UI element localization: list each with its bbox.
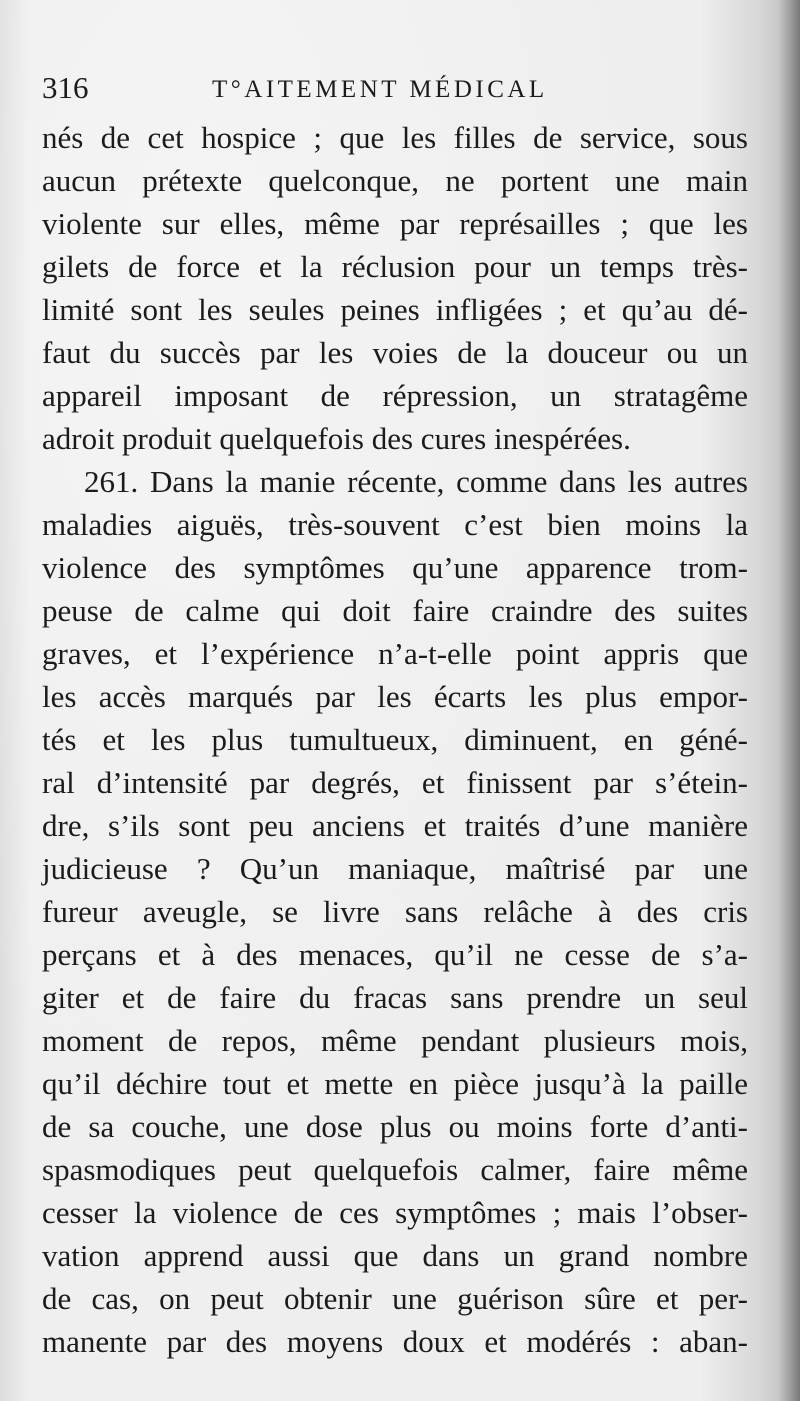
text-line: appareil imposant de répression, un stratagême [42, 378, 748, 413]
text-line: judicieuse ? Qu’un maniaque, maîtrisé par une [42, 851, 748, 886]
text-line: qu’il déchire tout et mette en pièce jusqu’à la paille [42, 1066, 748, 1101]
text-line: adroit produit quelquefois des cures inespérées. [42, 421, 631, 456]
text-line: manente par des moyens doux et modérés : aban- [42, 1324, 748, 1359]
text-line: tés et les plus tumultueux, diminuent, en géné- [42, 722, 748, 757]
text-line: dre, s’ils sont peu anciens et traités d’une manière [42, 808, 748, 843]
text-line: violente sur elles, même par représailles ; que les [42, 206, 748, 241]
text-line: ral d’intensité par degrés, et finissent par s’étein- [42, 765, 748, 800]
text-line: perçans et à des menaces, qu’il ne cesse de s’a- [42, 937, 748, 972]
text-line: vation apprend aussi que dans un grand nombre [42, 1238, 748, 1273]
text-line: les accès marqués par les écarts les plus empor- [42, 679, 748, 714]
text-line: gilets de force et la réclusion pour un temps très- [42, 249, 748, 284]
page-number: 316 [42, 70, 89, 105]
text-line: giter et de faire du fracas sans prendre un seul [42, 980, 748, 1015]
paragraph-start-line: 261. Dans la manie récente, comme dans les autres [84, 464, 748, 499]
text-line: graves, et l’expérience n’a-t-elle point appris que [42, 636, 748, 671]
text-line: fureur aveugle, se livre sans relâche à des cris [42, 894, 748, 929]
text-line: cesser la violence de ces symptômes ; mais l’obser- [42, 1195, 748, 1230]
text-line: maladies aiguës, très-souvent c’est bien moins la [42, 507, 748, 542]
running-head [42, 68, 602, 108]
text-line: de sa couche, une dose plus ou moins forte d’anti- [42, 1109, 748, 1144]
text-line: faut du succès par les voies de la douceur ou un [42, 335, 748, 370]
text-line: limité sont les seules peines infligées ; et qu’au dé- [42, 292, 748, 327]
text-line: violence des symptômes qu’une apparence trom- [42, 550, 748, 585]
running-title: T°AITEMENT MÉDICAL [212, 76, 548, 103]
text-line: aucun prétexte quelconque, ne portent une main [42, 163, 748, 198]
page-edge-shadow [778, 0, 800, 1401]
text-line: de cas, on peut obtenir une guérison sûre et per- [42, 1281, 748, 1316]
text-line: moment de repos, même pendant plusieurs mois, [42, 1023, 748, 1058]
body-text [42, 116, 748, 1363]
text-line: peuse de calme qui doit faire craindre des suites [42, 593, 748, 628]
text-line: spasmodiques peut quelquefois calmer, faire même [42, 1152, 748, 1187]
text-line: nés de cet hospice ; que les filles de service, sous [42, 120, 748, 155]
